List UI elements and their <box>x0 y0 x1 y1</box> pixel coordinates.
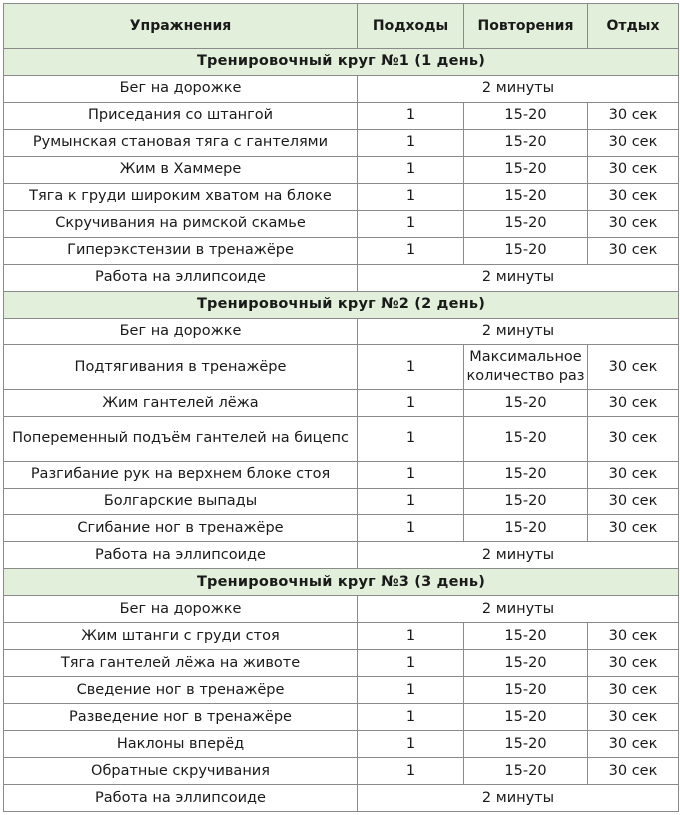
exercise-name: Тяга к груди широким хватом на блоке <box>4 183 358 210</box>
cardio-row <box>4 596 679 623</box>
column-header-reps: Повторения <box>464 4 588 49</box>
sets-value: 1 <box>358 623 464 650</box>
exercise-row <box>4 623 679 650</box>
exercise-name: Болгарские выпады <box>4 488 358 515</box>
reps-value: 15-20 <box>464 156 588 183</box>
rest-value: 30 сек <box>588 461 679 488</box>
sets-value: 1 <box>358 390 464 417</box>
exercise-name: Сведение ног в тренажёре <box>4 677 358 704</box>
rest-value: 30 сек <box>588 345 679 390</box>
reps-value: 15-20 <box>464 237 588 264</box>
exercise-name: Разгибание рук на верхнем блоке стоя <box>4 461 358 488</box>
circuit-title: Тренировочный круг №3 (3 день) <box>4 569 679 596</box>
cardio-row <box>4 542 679 569</box>
exercise-row <box>4 345 679 390</box>
rest-value: 30 сек <box>588 210 679 237</box>
sets-value: 1 <box>358 515 464 542</box>
sets-value: 1 <box>358 183 464 210</box>
sets-value: 1 <box>358 704 464 731</box>
rest-value: 30 сек <box>588 183 679 210</box>
table-header <box>4 4 679 49</box>
circuit-header-row <box>4 569 679 596</box>
cardio-duration: 2 минуты <box>358 542 679 569</box>
reps-value: 15-20 <box>464 704 588 731</box>
exercise-row <box>4 704 679 731</box>
sets-value: 1 <box>358 345 464 390</box>
reps-value: 15-20 <box>464 417 588 462</box>
reps-value: 15-20 <box>464 650 588 677</box>
workout-table <box>3 3 679 812</box>
reps-value: 15-20 <box>464 488 588 515</box>
exercise-row <box>4 210 679 237</box>
exercise-name: Работа на эллипсоиде <box>4 264 358 291</box>
exercise-row <box>4 461 679 488</box>
exercise-row <box>4 488 679 515</box>
sets-value: 1 <box>358 758 464 785</box>
reps-value: 15-20 <box>464 461 588 488</box>
sets-value: 1 <box>358 129 464 156</box>
exercise-name: Сгибание ног в тренажёре <box>4 515 358 542</box>
exercise-name: Бег на дорожке <box>4 596 358 623</box>
exercise-name: Румынская становая тяга с гантелями <box>4 129 358 156</box>
sets-value: 1 <box>358 210 464 237</box>
reps-value: 15-20 <box>464 183 588 210</box>
exercise-name: Приседания со штангой <box>4 102 358 129</box>
sets-value: 1 <box>358 237 464 264</box>
cardio-row <box>4 785 679 812</box>
sets-value: 1 <box>358 488 464 515</box>
rest-value: 30 сек <box>588 129 679 156</box>
rest-value: 30 сек <box>588 731 679 758</box>
rest-value: 30 сек <box>588 758 679 785</box>
exercise-name: Работа на эллипсоиде <box>4 785 358 812</box>
rest-value: 30 сек <box>588 677 679 704</box>
reps-value: 15-20 <box>464 731 588 758</box>
exercise-row <box>4 650 679 677</box>
rest-value: 30 сек <box>588 417 679 462</box>
sets-value: 1 <box>358 650 464 677</box>
reps-value: 15-20 <box>464 102 588 129</box>
exercise-row <box>4 390 679 417</box>
cardio-row <box>4 75 679 102</box>
exercise-row <box>4 417 679 462</box>
sets-value: 1 <box>358 102 464 129</box>
reps-value: 15-20 <box>464 758 588 785</box>
exercise-name: Обратные скручивания <box>4 758 358 785</box>
exercise-name: Разведение ног в тренажёре <box>4 704 358 731</box>
exercise-row <box>4 677 679 704</box>
circuit-title: Тренировочный круг №2 (2 день) <box>4 291 679 318</box>
exercise-name: Бег на дорожке <box>4 75 358 102</box>
exercise-name: Жим штанги с груди стоя <box>4 623 358 650</box>
exercise-name: Наклоны вперёд <box>4 731 358 758</box>
exercise-name: Подтягивания в тренажёре <box>4 345 358 390</box>
column-header-exercises: Упражнения <box>4 4 358 49</box>
reps-value: 15-20 <box>464 210 588 237</box>
rest-value: 30 сек <box>588 156 679 183</box>
sets-value: 1 <box>358 677 464 704</box>
exercise-name: Жим в Хаммере <box>4 156 358 183</box>
column-header-rest: Отдых <box>588 4 679 49</box>
exercise-name: Бег на дорожке <box>4 318 358 345</box>
sets-value: 1 <box>358 731 464 758</box>
rest-value: 30 сек <box>588 650 679 677</box>
rest-value: 30 сек <box>588 102 679 129</box>
exercise-row <box>4 515 679 542</box>
circuit-header-row <box>4 291 679 318</box>
exercise-row <box>4 237 679 264</box>
circuit-header-row <box>4 49 679 76</box>
reps-value: 15-20 <box>464 677 588 704</box>
cardio-duration: 2 минуты <box>358 785 679 812</box>
sets-value: 1 <box>358 461 464 488</box>
exercise-name: Гиперэкстензии в тренажёре <box>4 237 358 264</box>
rest-value: 30 сек <box>588 623 679 650</box>
exercise-row <box>4 102 679 129</box>
sets-value: 1 <box>358 156 464 183</box>
reps-value: 15-20 <box>464 515 588 542</box>
cardio-duration: 2 минуты <box>358 264 679 291</box>
circuit-title: Тренировочный круг №1 (1 день) <box>4 49 679 76</box>
exercise-row <box>4 731 679 758</box>
cardio-duration: 2 минуты <box>358 596 679 623</box>
exercise-row <box>4 129 679 156</box>
cardio-row <box>4 264 679 291</box>
exercise-name: Работа на эллипсоиде <box>4 542 358 569</box>
exercise-row <box>4 156 679 183</box>
sets-value: 1 <box>358 417 464 462</box>
header-row <box>4 4 679 49</box>
cardio-row <box>4 318 679 345</box>
rest-value: 30 сек <box>588 390 679 417</box>
exercise-name: Тяга гантелей лёжа на животе <box>4 650 358 677</box>
exercise-name: Жим гантелей лёжа <box>4 390 358 417</box>
reps-value: 15-20 <box>464 390 588 417</box>
cardio-duration: 2 минуты <box>358 75 679 102</box>
cardio-duration: 2 минуты <box>358 318 679 345</box>
column-header-sets: Подходы <box>358 4 464 49</box>
rest-value: 30 сек <box>588 488 679 515</box>
rest-value: 30 сек <box>588 237 679 264</box>
reps-value: 15-20 <box>464 129 588 156</box>
rest-value: 30 сек <box>588 515 679 542</box>
exercise-row <box>4 758 679 785</box>
table-body <box>4 49 679 812</box>
exercise-name: Скручивания на римской скамье <box>4 210 358 237</box>
exercise-row <box>4 183 679 210</box>
reps-value: 15-20 <box>464 623 588 650</box>
exercise-name: Попеременный подъём гантелей на бицепс <box>4 417 358 462</box>
reps-value: Максимальное количество раз <box>464 345 588 390</box>
rest-value: 30 сек <box>588 704 679 731</box>
